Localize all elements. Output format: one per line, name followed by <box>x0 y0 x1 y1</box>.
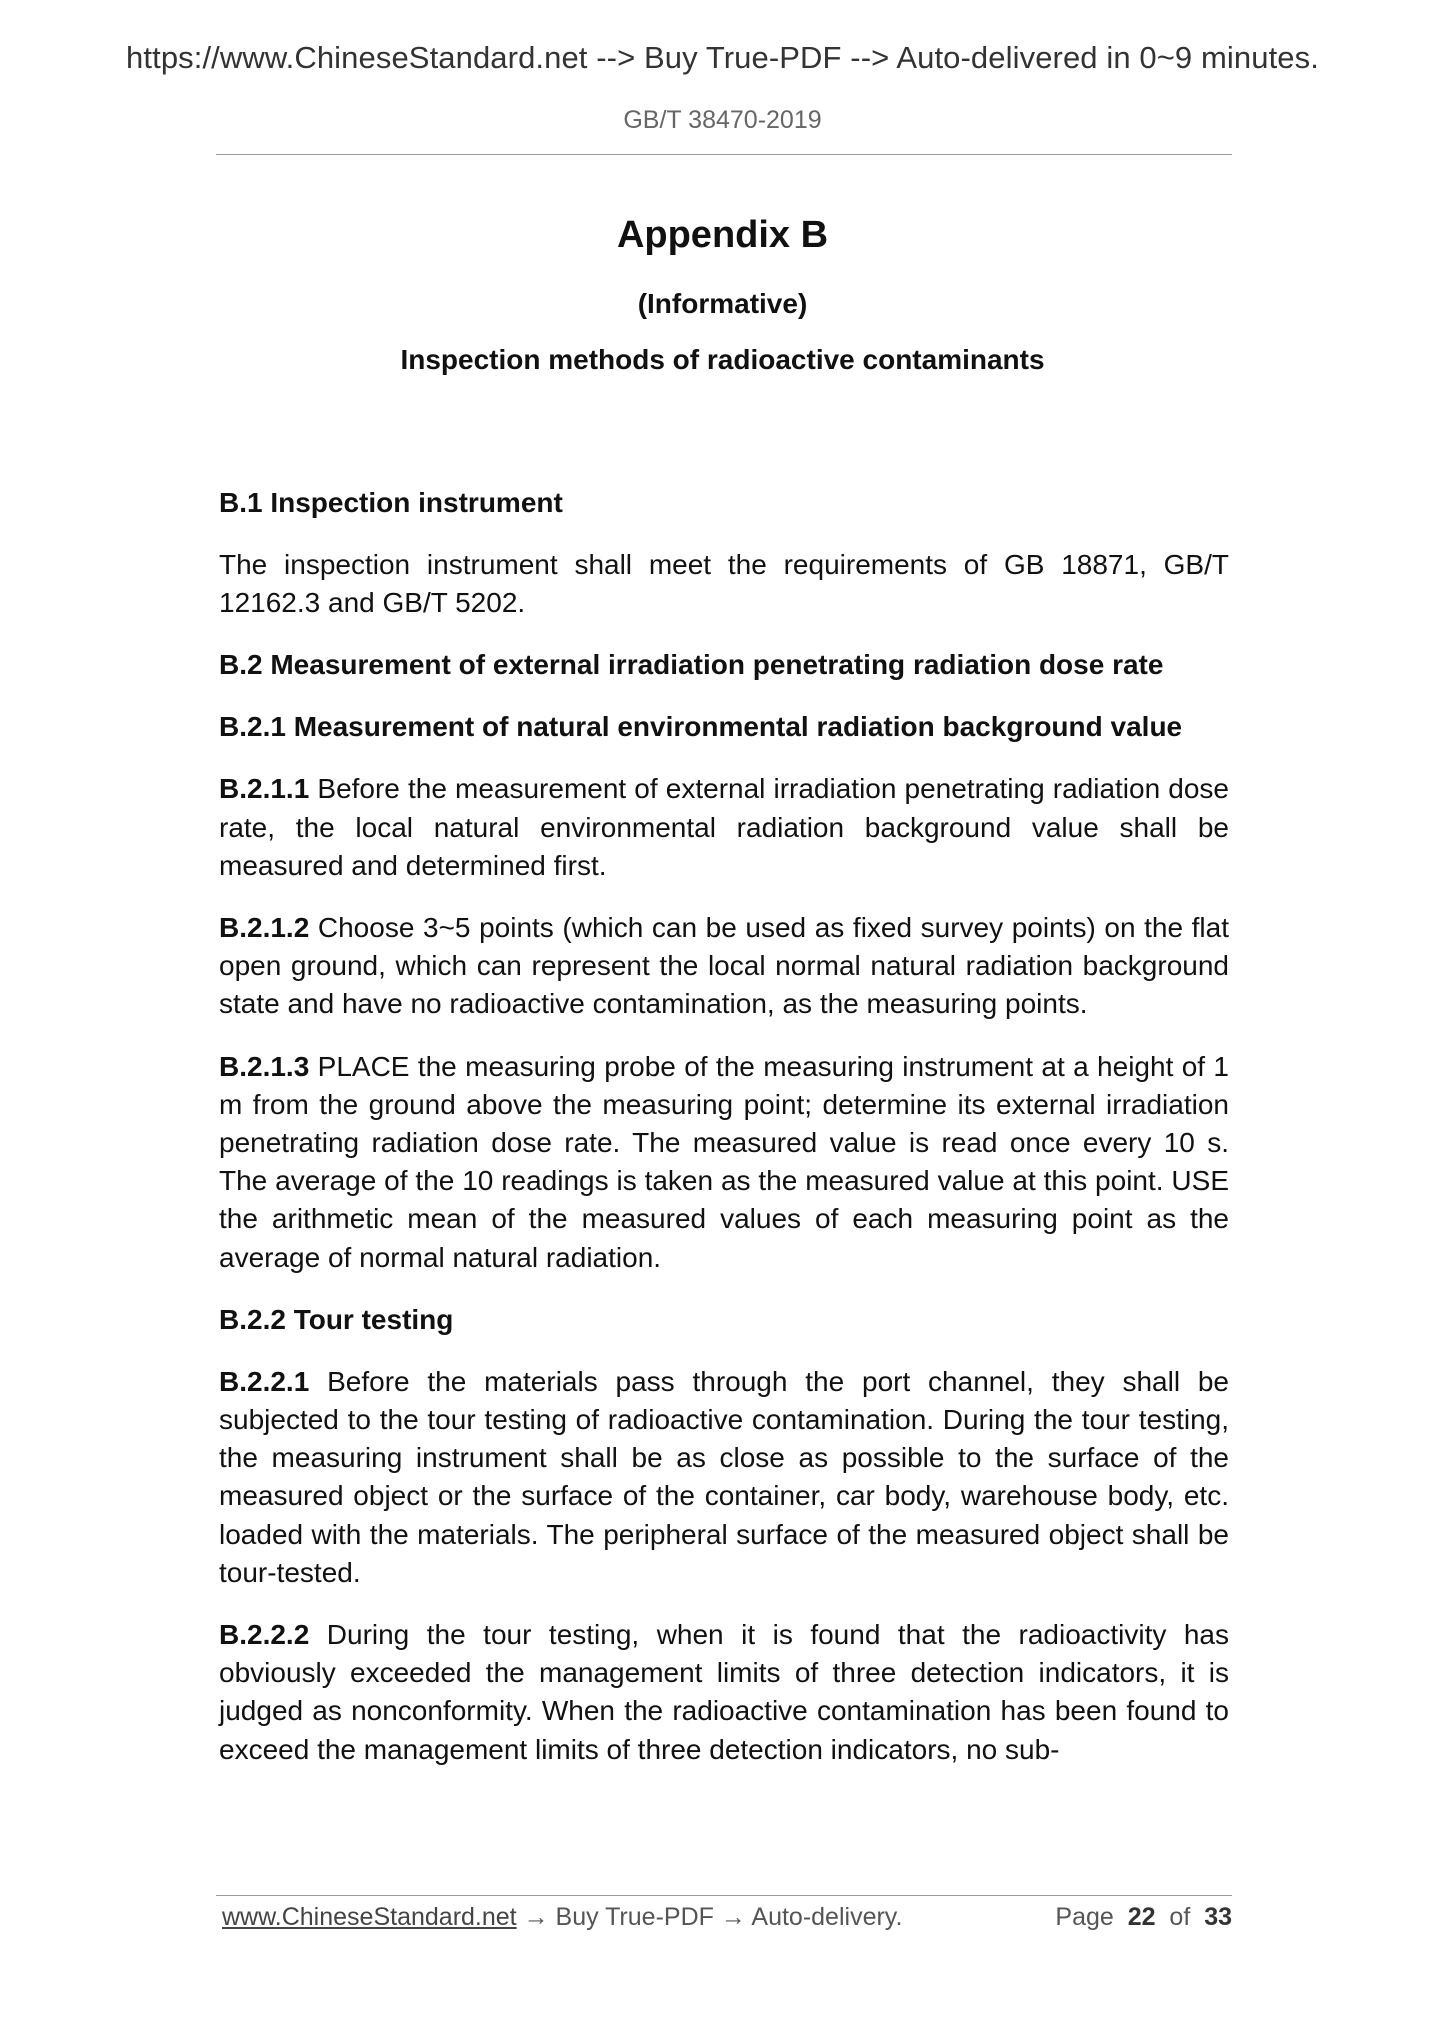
clause-text: During the tour testing, when it is found that the radioactivity has obviously exceeded the management limits of three detection indicators, it is judged as nonconformity. When the radioactive contamination has been found to exceed the management limits of three detection indicators, no sub- <box>219 1619 1229 1765</box>
clause-text: PLACE the measuring probe of the measuring instrument at a height of 1 m from the ground above the measuring point; determine its external irradiation penetrating radiation dose rate. The measured value is read once every 10 s. The average of the 10 readings is taken as the measured value at this point. USE the arithmetic mean of the measured values of each measuring point as the average of normal natural radiation. <box>219 1050 1229 1273</box>
clause-number: B.2.1.1 <box>219 773 310 805</box>
total-pages: 33 <box>1204 1903 1232 1931</box>
page-indicator <box>1055 1900 1232 1934</box>
clause-b222 <box>219 1616 1229 1769</box>
clause-text: Before the measurement of external irradiation penetrating radiation dose rate, the local natural environmental radiation background value shall be measured and determined first. <box>219 773 1229 881</box>
appendix-type: (Informative) <box>637 288 808 319</box>
clause-b211 <box>219 770 1229 885</box>
clause-number: B.2.1.3 <box>219 1050 310 1082</box>
standard-code: GB/T 38470-2019 <box>623 106 822 134</box>
page-number: 22 <box>1127 1903 1156 1931</box>
clause-number: B.2.2.2 <box>219 1619 310 1651</box>
section-heading-b22: B.2.2 Tour testing <box>219 1303 454 1335</box>
clause-b212 <box>219 909 1229 1024</box>
clause-b213 <box>219 1048 1229 1277</box>
clause-b221 <box>219 1363 1229 1592</box>
clause-text: Choose 3~5 points (which can be used as fixed survey points) on the flat open ground, which can represent the local normal natural radiation background state and have no radioactive contamination, as the measuring points. <box>219 912 1229 1020</box>
document-body <box>219 484 1229 1793</box>
footer-divider <box>216 1895 1232 1896</box>
clause-number: B.2.1.2 <box>219 912 310 944</box>
appendix-subtitle: Inspection methods of radioactive contaminants <box>400 344 1045 375</box>
clause-number: B.2.2.1 <box>219 1365 310 1397</box>
footer-delivery-text: → Buy True-PDF → Auto-delivery. <box>516 1903 903 1931</box>
section-heading-b2: B.2 Measurement of external irradiation penetrating radiation dose rate <box>219 649 1164 681</box>
of-label: of <box>1169 1903 1191 1931</box>
section-heading-b21: B.2.1 Measurement of natural environmental radiation background value <box>219 711 1183 743</box>
section-heading-b1: B.1 Inspection instrument <box>219 487 563 518</box>
page-label: Page <box>1055 1903 1114 1931</box>
footer-website-link[interactable]: www.ChineseStandard.net <box>222 1903 517 1931</box>
appendix-title: Appendix B <box>616 214 829 256</box>
section-paragraph-b1: The inspection instrument shall meet the requirements of GB 18871, GB/T 12162.3 and GB/T 5202. <box>219 549 1229 619</box>
header-divider <box>216 154 1232 155</box>
clause-text: Before the materials pass through the port channel, they shall be subjected to the tour testing of radioactive contamination. During the tour testing, the measuring instrument shall be as close as possible to the surface of the measured object or the surface of the container, car body, warehouse body, etc. loaded with the materials. The peripheral surface of the measured object shall be tour-tested. <box>219 1365 1229 1588</box>
page-footer <box>222 1900 1232 1934</box>
top-banner: https://www.ChineseStandard.net --> Buy True-PDF --> Auto-delivered in 0~9 minutes. <box>126 40 1319 75</box>
